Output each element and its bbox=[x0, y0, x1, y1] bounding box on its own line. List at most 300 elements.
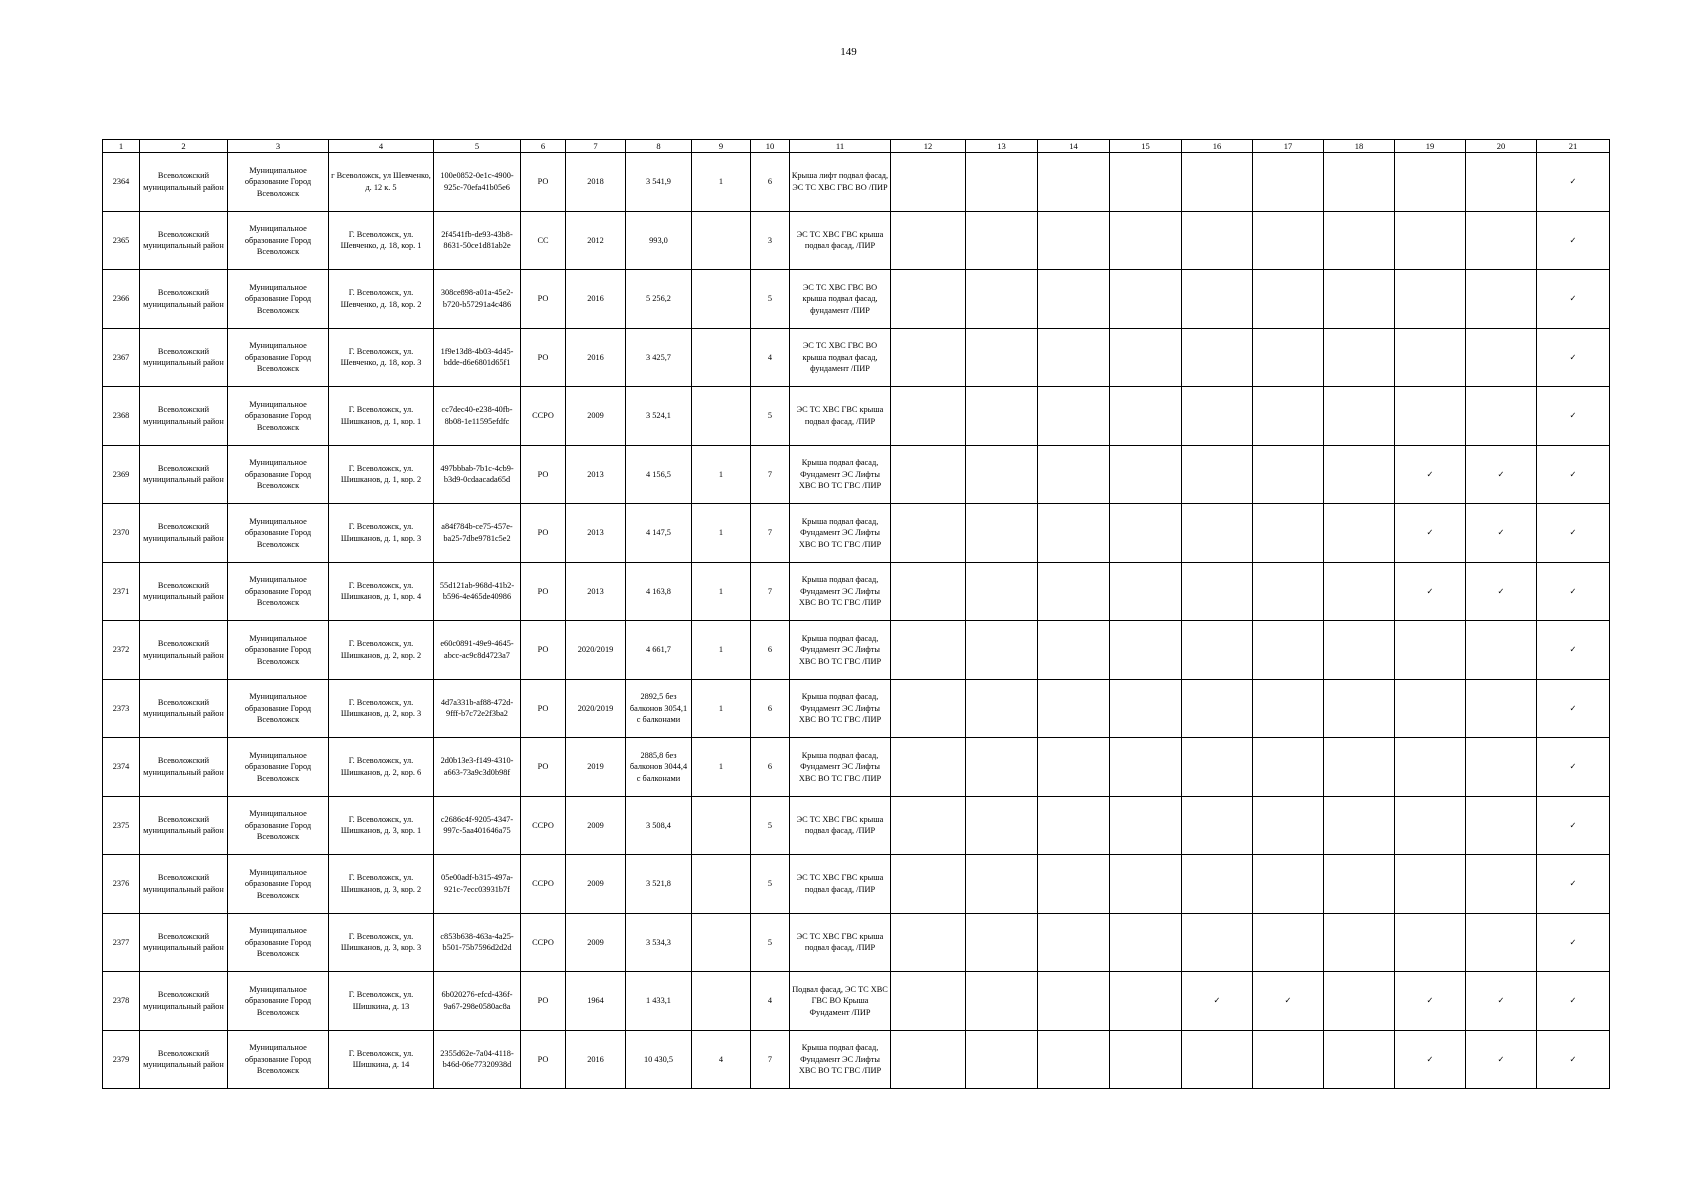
mark-cell-12 bbox=[891, 1030, 966, 1089]
area-cell: 3 521,8 bbox=[626, 855, 692, 914]
mark-cell-19 bbox=[1395, 328, 1466, 387]
table-row bbox=[103, 211, 1610, 270]
row-number: 2379 bbox=[103, 1030, 140, 1089]
district-cell: Всеволожский муниципальный район bbox=[140, 913, 228, 972]
mark-cell-16 bbox=[1182, 328, 1253, 387]
mark-cell-16 bbox=[1182, 387, 1253, 446]
column-number-row bbox=[103, 140, 1610, 153]
address-cell: Г. Всеволожск, ул. Шишканов, д. 3, кор. 1 bbox=[329, 796, 434, 855]
mark-cell-14 bbox=[1038, 270, 1110, 329]
mark-cell-21: ✓ bbox=[1537, 504, 1610, 563]
mark-cell-15 bbox=[1110, 153, 1182, 212]
mark-cell-16 bbox=[1182, 913, 1253, 972]
fias-id-cell: a84f784b-ce75-457e-ba25-7dbe9781c5e2 bbox=[434, 504, 521, 563]
mark-cell-18 bbox=[1324, 153, 1395, 212]
fias-id-cell: 05e00adf-b315-497a-921c-7ecc03931b7f bbox=[434, 855, 521, 914]
mark-cell-13 bbox=[966, 621, 1038, 680]
table-row bbox=[103, 796, 1610, 855]
floors-cell: 3 bbox=[751, 211, 790, 270]
works-cell: Крыша подвал фасад, Фундамент ЭС Лифты ХВС ВО ТС ГВС /ПИР bbox=[790, 504, 891, 563]
mark-cell-14 bbox=[1038, 445, 1110, 504]
year-cell: 2009 bbox=[566, 913, 626, 972]
column-header: 3 bbox=[228, 140, 329, 153]
mark-cell-13 bbox=[966, 972, 1038, 1031]
table-row bbox=[103, 913, 1610, 972]
mark-cell-21: ✓ bbox=[1537, 153, 1610, 212]
row-number: 2376 bbox=[103, 855, 140, 914]
address-cell: Г. Всеволожск, ул. Шишкина, д. 13 bbox=[329, 972, 434, 1031]
mark-cell-16 bbox=[1182, 855, 1253, 914]
lift-count-cell: 1 bbox=[692, 738, 751, 797]
area-cell: 2885,8 без балконов 3044,4 с балконами bbox=[626, 738, 692, 797]
column-header: 7 bbox=[566, 140, 626, 153]
mark-cell-20 bbox=[1466, 153, 1537, 212]
mark-cell-21: ✓ bbox=[1537, 1030, 1610, 1089]
mark-cell-19: ✓ bbox=[1395, 445, 1466, 504]
mark-cell-20 bbox=[1466, 796, 1537, 855]
mark-cell-12 bbox=[891, 387, 966, 446]
mark-cell-14 bbox=[1038, 387, 1110, 446]
column-header: 9 bbox=[692, 140, 751, 153]
mark-cell-20 bbox=[1466, 387, 1537, 446]
floors-cell: 5 bbox=[751, 387, 790, 446]
mark-cell-15 bbox=[1110, 855, 1182, 914]
address-cell: Г. Всеволожск, ул. Шишканов, д. 2, кор. 3 bbox=[329, 679, 434, 738]
lift-count-cell bbox=[692, 913, 751, 972]
municipality-cell: Муниципальное образование Город Всеволожск bbox=[228, 913, 329, 972]
mark-cell-16 bbox=[1182, 211, 1253, 270]
column-header: 4 bbox=[329, 140, 434, 153]
management-type-cell: РО bbox=[521, 562, 566, 621]
management-type-cell: ССРО bbox=[521, 913, 566, 972]
mark-cell-20 bbox=[1466, 855, 1537, 914]
area-cell: 3 524,1 bbox=[626, 387, 692, 446]
housing-registry-table bbox=[102, 139, 1610, 1089]
mark-cell-20 bbox=[1466, 270, 1537, 329]
works-cell: Крыша подвал фасад, Фундамент ЭС Лифты ХВС ВО ТС ГВС /ПИР bbox=[790, 679, 891, 738]
column-header: 12 bbox=[891, 140, 966, 153]
mark-cell-14 bbox=[1038, 153, 1110, 212]
fias-id-cell: 55d121ab-968d-41b2-b596-4e465de40986 bbox=[434, 562, 521, 621]
mark-cell-13 bbox=[966, 562, 1038, 621]
mark-cell-17 bbox=[1253, 679, 1324, 738]
year-cell: 2020/2019 bbox=[566, 621, 626, 680]
column-header: 8 bbox=[626, 140, 692, 153]
mark-cell-13 bbox=[966, 387, 1038, 446]
floors-cell: 7 bbox=[751, 445, 790, 504]
municipality-cell: Муниципальное образование Город Всеволожск bbox=[228, 796, 329, 855]
mark-cell-20: ✓ bbox=[1466, 562, 1537, 621]
column-header: 10 bbox=[751, 140, 790, 153]
mark-cell-18 bbox=[1324, 211, 1395, 270]
fias-id-cell: 4d7a331b-af88-472d-9fff-b7c72e2f3ba2 bbox=[434, 679, 521, 738]
fias-id-cell: c853b638-463a-4a25-b501-75b7596d2d2d bbox=[434, 913, 521, 972]
floors-cell: 5 bbox=[751, 913, 790, 972]
lift-count-cell: 1 bbox=[692, 562, 751, 621]
works-cell: Крыша подвал фасад, Фундамент ЭС Лифты ХВС ВО ТС ГВС /ПИР bbox=[790, 445, 891, 504]
table-row bbox=[103, 679, 1610, 738]
row-number: 2365 bbox=[103, 211, 140, 270]
district-cell: Всеволожский муниципальный район bbox=[140, 738, 228, 797]
area-cell: 5 256,2 bbox=[626, 270, 692, 329]
mark-cell-21: ✓ bbox=[1537, 270, 1610, 329]
municipality-cell: Муниципальное образование Город Всеволожск bbox=[228, 270, 329, 329]
management-type-cell: РО bbox=[521, 738, 566, 797]
mark-cell-15 bbox=[1110, 387, 1182, 446]
works-cell: ЭС ТС ХВС ГВС крыша подвал фасад, /ПИР bbox=[790, 855, 891, 914]
year-cell: 2016 bbox=[566, 1030, 626, 1089]
mark-cell-18 bbox=[1324, 270, 1395, 329]
mark-cell-19 bbox=[1395, 211, 1466, 270]
municipality-cell: Муниципальное образование Город Всеволожск bbox=[228, 387, 329, 446]
address-cell: Г. Всеволожск, ул. Шишканов, д. 2, кор. 2 bbox=[329, 621, 434, 680]
mark-cell-15 bbox=[1110, 1030, 1182, 1089]
mark-cell-15 bbox=[1110, 445, 1182, 504]
column-header: 6 bbox=[521, 140, 566, 153]
mark-cell-13 bbox=[966, 913, 1038, 972]
address-cell: Г. Всеволожск, ул. Шишкина, д. 14 bbox=[329, 1030, 434, 1089]
mark-cell-16 bbox=[1182, 153, 1253, 212]
table-row bbox=[103, 855, 1610, 914]
row-number: 2364 bbox=[103, 153, 140, 212]
mark-cell-15 bbox=[1110, 913, 1182, 972]
area-cell: 4 147,5 bbox=[626, 504, 692, 563]
management-type-cell: РО bbox=[521, 679, 566, 738]
mark-cell-17: ✓ bbox=[1253, 972, 1324, 1031]
fias-id-cell: e60c0891-49e9-4645-abcc-ac9c8d4723a7 bbox=[434, 621, 521, 680]
year-cell: 2016 bbox=[566, 328, 626, 387]
lift-count-cell: 1 bbox=[692, 621, 751, 680]
mark-cell-12 bbox=[891, 153, 966, 212]
works-cell: ЭС ТС ХВС ГВС крыша подвал фасад, /ПИР bbox=[790, 913, 891, 972]
municipality-cell: Муниципальное образование Город Всеволожск bbox=[228, 738, 329, 797]
row-number: 2369 bbox=[103, 445, 140, 504]
mark-cell-15 bbox=[1110, 796, 1182, 855]
lift-count-cell bbox=[692, 211, 751, 270]
mark-cell-21: ✓ bbox=[1537, 328, 1610, 387]
management-type-cell: РО bbox=[521, 445, 566, 504]
column-header: 11 bbox=[790, 140, 891, 153]
column-header: 14 bbox=[1038, 140, 1110, 153]
mark-cell-12 bbox=[891, 855, 966, 914]
area-cell: 4 156,5 bbox=[626, 445, 692, 504]
table-row bbox=[103, 504, 1610, 563]
area-cell: 2892,5 без балконов 3054,1 с балконами bbox=[626, 679, 692, 738]
column-header: 5 bbox=[434, 140, 521, 153]
mark-cell-14 bbox=[1038, 738, 1110, 797]
mark-cell-19 bbox=[1395, 679, 1466, 738]
column-header: 21 bbox=[1537, 140, 1610, 153]
fias-id-cell: 308ce898-a01a-45e2-b720-b57291a4c486 bbox=[434, 270, 521, 329]
column-header: 13 bbox=[966, 140, 1038, 153]
floors-cell: 4 bbox=[751, 328, 790, 387]
municipality-cell: Муниципальное образование Город Всеволожск bbox=[228, 855, 329, 914]
mark-cell-19 bbox=[1395, 738, 1466, 797]
row-number: 2371 bbox=[103, 562, 140, 621]
floors-cell: 6 bbox=[751, 738, 790, 797]
mark-cell-19 bbox=[1395, 387, 1466, 446]
mark-cell-19 bbox=[1395, 913, 1466, 972]
fias-id-cell: 2f4541fb-de93-43b8-8631-50ce1d81ab2e bbox=[434, 211, 521, 270]
table-row bbox=[103, 153, 1610, 212]
lift-count-cell: 1 bbox=[692, 445, 751, 504]
management-type-cell: РО bbox=[521, 153, 566, 212]
column-header: 20 bbox=[1466, 140, 1537, 153]
floors-cell: 5 bbox=[751, 855, 790, 914]
fias-id-cell: 6b020276-efcd-436f-9a67-298e0580ac8a bbox=[434, 972, 521, 1031]
mark-cell-20 bbox=[1466, 679, 1537, 738]
mark-cell-21: ✓ bbox=[1537, 855, 1610, 914]
mark-cell-20: ✓ bbox=[1466, 972, 1537, 1031]
table-row bbox=[103, 621, 1610, 680]
mark-cell-17 bbox=[1253, 153, 1324, 212]
mark-cell-21: ✓ bbox=[1537, 211, 1610, 270]
floors-cell: 5 bbox=[751, 796, 790, 855]
floors-cell: 6 bbox=[751, 621, 790, 680]
year-cell: 2009 bbox=[566, 796, 626, 855]
mark-cell-17 bbox=[1253, 855, 1324, 914]
mark-cell-14 bbox=[1038, 796, 1110, 855]
year-cell: 2012 bbox=[566, 211, 626, 270]
works-cell: Крыша подвал фасад, Фундамент ЭС Лифты ХВС ВО ТС ГВС /ПИР bbox=[790, 738, 891, 797]
mark-cell-18 bbox=[1324, 679, 1395, 738]
municipality-cell: Муниципальное образование Город Всеволожск bbox=[228, 972, 329, 1031]
fias-id-cell: c2686c4f-9205-4347-997c-5aa401646a75 bbox=[434, 796, 521, 855]
management-type-cell: РО bbox=[521, 972, 566, 1031]
lift-count-cell bbox=[692, 270, 751, 329]
mark-cell-19 bbox=[1395, 796, 1466, 855]
mark-cell-18 bbox=[1324, 445, 1395, 504]
address-cell: Г. Всеволожск, ул. Шевченко, д. 18, кор. 3 bbox=[329, 328, 434, 387]
row-number: 2374 bbox=[103, 738, 140, 797]
district-cell: Всеволожский муниципальный район bbox=[140, 679, 228, 738]
mark-cell-18 bbox=[1324, 855, 1395, 914]
mark-cell-17 bbox=[1253, 796, 1324, 855]
year-cell: 2013 bbox=[566, 504, 626, 563]
mark-cell-19 bbox=[1395, 270, 1466, 329]
mark-cell-16 bbox=[1182, 1030, 1253, 1089]
mark-cell-12 bbox=[891, 445, 966, 504]
lift-count-cell bbox=[692, 972, 751, 1031]
management-type-cell: ССРО bbox=[521, 796, 566, 855]
management-type-cell: ССРО bbox=[521, 855, 566, 914]
works-cell: ЭС ТС ХВС ГВС крыша подвал фасад, /ПИР bbox=[790, 211, 891, 270]
mark-cell-14 bbox=[1038, 679, 1110, 738]
area-cell: 3 425,7 bbox=[626, 328, 692, 387]
floors-cell: 7 bbox=[751, 562, 790, 621]
table-row bbox=[103, 1030, 1610, 1089]
municipality-cell: Муниципальное образование Город Всеволожск bbox=[228, 211, 329, 270]
year-cell: 1964 bbox=[566, 972, 626, 1031]
municipality-cell: Муниципальное образование Город Всеволожск bbox=[228, 153, 329, 212]
mark-cell-15 bbox=[1110, 504, 1182, 563]
mark-cell-13 bbox=[966, 270, 1038, 329]
floors-cell: 4 bbox=[751, 972, 790, 1031]
management-type-cell: РО bbox=[521, 328, 566, 387]
mark-cell-18 bbox=[1324, 504, 1395, 563]
district-cell: Всеволожский муниципальный район bbox=[140, 621, 228, 680]
management-type-cell: РО bbox=[521, 621, 566, 680]
works-cell: Подвал фасад, ЭС ТС ХВС ГВС ВО Крыша Фундамент /ПИР bbox=[790, 972, 891, 1031]
mark-cell-15 bbox=[1110, 562, 1182, 621]
row-number: 2368 bbox=[103, 387, 140, 446]
mark-cell-20 bbox=[1466, 211, 1537, 270]
district-cell: Всеволожский муниципальный район bbox=[140, 796, 228, 855]
lift-count-cell bbox=[692, 855, 751, 914]
row-number: 2377 bbox=[103, 913, 140, 972]
works-cell: Крыша подвал фасад, Фундамент ЭС Лифты ХВС ВО ТС ГВС /ПИР bbox=[790, 562, 891, 621]
mark-cell-16 bbox=[1182, 562, 1253, 621]
year-cell: 2013 bbox=[566, 562, 626, 621]
mark-cell-17 bbox=[1253, 445, 1324, 504]
mark-cell-17 bbox=[1253, 621, 1324, 680]
lift-count-cell: 1 bbox=[692, 153, 751, 212]
mark-cell-19: ✓ bbox=[1395, 972, 1466, 1031]
area-cell: 1 433,1 bbox=[626, 972, 692, 1031]
mark-cell-14 bbox=[1038, 855, 1110, 914]
mark-cell-20: ✓ bbox=[1466, 504, 1537, 563]
mark-cell-21: ✓ bbox=[1537, 738, 1610, 797]
lift-count-cell: 1 bbox=[692, 504, 751, 563]
mark-cell-16 bbox=[1182, 270, 1253, 329]
mark-cell-21: ✓ bbox=[1537, 796, 1610, 855]
floors-cell: 7 bbox=[751, 504, 790, 563]
mark-cell-14 bbox=[1038, 328, 1110, 387]
table-body bbox=[103, 153, 1610, 1089]
row-number: 2366 bbox=[103, 270, 140, 329]
table-row bbox=[103, 972, 1610, 1031]
column-header: 17 bbox=[1253, 140, 1324, 153]
mark-cell-16 bbox=[1182, 504, 1253, 563]
mark-cell-18 bbox=[1324, 972, 1395, 1031]
mark-cell-17 bbox=[1253, 504, 1324, 563]
mark-cell-18 bbox=[1324, 562, 1395, 621]
mark-cell-13 bbox=[966, 1030, 1038, 1089]
mark-cell-16 bbox=[1182, 738, 1253, 797]
municipality-cell: Муниципальное образование Город Всеволожск bbox=[228, 679, 329, 738]
mark-cell-19: ✓ bbox=[1395, 504, 1466, 563]
mark-cell-19: ✓ bbox=[1395, 562, 1466, 621]
mark-cell-14 bbox=[1038, 972, 1110, 1031]
fias-id-cell: 497bbbab-7b1c-4cb9-b3d9-0cdaacada65d bbox=[434, 445, 521, 504]
mark-cell-13 bbox=[966, 211, 1038, 270]
mark-cell-15 bbox=[1110, 738, 1182, 797]
row-number: 2370 bbox=[103, 504, 140, 563]
mark-cell-20 bbox=[1466, 913, 1537, 972]
mark-cell-21: ✓ bbox=[1537, 972, 1610, 1031]
mark-cell-21: ✓ bbox=[1537, 445, 1610, 504]
district-cell: Всеволожский муниципальный район bbox=[140, 1030, 228, 1089]
row-number: 2373 bbox=[103, 679, 140, 738]
column-header: 16 bbox=[1182, 140, 1253, 153]
works-cell: Крыша подвал фасад, Фундамент ЭС Лифты ХВС ВО ТС ГВС /ПИР bbox=[790, 621, 891, 680]
mark-cell-14 bbox=[1038, 211, 1110, 270]
district-cell: Всеволожский муниципальный район bbox=[140, 387, 228, 446]
mark-cell-15 bbox=[1110, 328, 1182, 387]
management-type-cell: РО bbox=[521, 1030, 566, 1089]
address-cell: Г. Всеволожск, ул. Шишканов, д. 1, кор. 3 bbox=[329, 504, 434, 563]
floors-cell: 6 bbox=[751, 153, 790, 212]
year-cell: 2009 bbox=[566, 855, 626, 914]
mark-cell-12 bbox=[891, 621, 966, 680]
mark-cell-18 bbox=[1324, 621, 1395, 680]
column-header: 2 bbox=[140, 140, 228, 153]
municipality-cell: Муниципальное образование Город Всеволожск bbox=[228, 562, 329, 621]
district-cell: Всеволожский муниципальный район bbox=[140, 270, 228, 329]
address-cell: Г. Всеволожск, ул. Шевченко, д. 18, кор. 2 bbox=[329, 270, 434, 329]
address-cell: Г. Всеволожск, ул. Шишканов, д. 1, кор. 4 bbox=[329, 562, 434, 621]
municipality-cell: Муниципальное образование Город Всеволожск bbox=[228, 445, 329, 504]
mark-cell-12 bbox=[891, 738, 966, 797]
district-cell: Всеволожский муниципальный район bbox=[140, 445, 228, 504]
district-cell: Всеволожский муниципальный район bbox=[140, 153, 228, 212]
works-cell: Крыша подвал фасад, Фундамент ЭС Лифты ХВС ВО ТС ГВС /ПИР bbox=[790, 1030, 891, 1089]
year-cell: 2020/2019 bbox=[566, 679, 626, 738]
mark-cell-18 bbox=[1324, 913, 1395, 972]
floors-cell: 6 bbox=[751, 679, 790, 738]
floors-cell: 5 bbox=[751, 270, 790, 329]
row-number: 2375 bbox=[103, 796, 140, 855]
column-header: 15 bbox=[1110, 140, 1182, 153]
floors-cell: 7 bbox=[751, 1030, 790, 1089]
table-row bbox=[103, 445, 1610, 504]
mark-cell-13 bbox=[966, 855, 1038, 914]
district-cell: Всеволожский муниципальный район bbox=[140, 211, 228, 270]
district-cell: Всеволожский муниципальный район bbox=[140, 504, 228, 563]
management-type-cell: ССРО bbox=[521, 387, 566, 446]
mark-cell-19: ✓ bbox=[1395, 1030, 1466, 1089]
address-cell: Г. Всеволожск, ул. Шишканов, д. 1, кор. 1 bbox=[329, 387, 434, 446]
row-number: 2378 bbox=[103, 972, 140, 1031]
row-number: 2372 bbox=[103, 621, 140, 680]
column-header: 19 bbox=[1395, 140, 1466, 153]
address-cell: Г. Всеволожск, ул. Шевченко, д. 18, кор. 1 bbox=[329, 211, 434, 270]
works-cell: ЭС ТС ХВС ГВС крыша подвал фасад, /ПИР bbox=[790, 387, 891, 446]
mark-cell-13 bbox=[966, 153, 1038, 212]
mark-cell-15 bbox=[1110, 621, 1182, 680]
mark-cell-13 bbox=[966, 796, 1038, 855]
page-number: 149 bbox=[840, 46, 857, 58]
mark-cell-18 bbox=[1324, 1030, 1395, 1089]
year-cell: 2019 bbox=[566, 738, 626, 797]
mark-cell-14 bbox=[1038, 621, 1110, 680]
mark-cell-20 bbox=[1466, 328, 1537, 387]
mark-cell-17 bbox=[1253, 270, 1324, 329]
mark-cell-13 bbox=[966, 504, 1038, 563]
mark-cell-19 bbox=[1395, 621, 1466, 680]
district-cell: Всеволожский муниципальный район bbox=[140, 562, 228, 621]
year-cell: 2009 bbox=[566, 387, 626, 446]
mark-cell-15 bbox=[1110, 679, 1182, 738]
mark-cell-20 bbox=[1466, 621, 1537, 680]
district-cell: Всеволожский муниципальный район bbox=[140, 855, 228, 914]
mark-cell-12 bbox=[891, 211, 966, 270]
mark-cell-17 bbox=[1253, 1030, 1324, 1089]
mark-cell-12 bbox=[891, 679, 966, 738]
row-number: 2367 bbox=[103, 328, 140, 387]
lift-count-cell bbox=[692, 796, 751, 855]
address-cell: Г. Всеволожск, ул. Шишканов, д. 2, кор. 6 bbox=[329, 738, 434, 797]
mark-cell-12 bbox=[891, 328, 966, 387]
mark-cell-18 bbox=[1324, 387, 1395, 446]
area-cell: 4 661,7 bbox=[626, 621, 692, 680]
mark-cell-15 bbox=[1110, 211, 1182, 270]
mark-cell-21: ✓ bbox=[1537, 913, 1610, 972]
area-cell: 3 534,3 bbox=[626, 913, 692, 972]
mark-cell-18 bbox=[1324, 796, 1395, 855]
fias-id-cell: 1f9e13d8-4b03-4d45-bdde-d6e6801d65f1 bbox=[434, 328, 521, 387]
management-type-cell: СС bbox=[521, 211, 566, 270]
